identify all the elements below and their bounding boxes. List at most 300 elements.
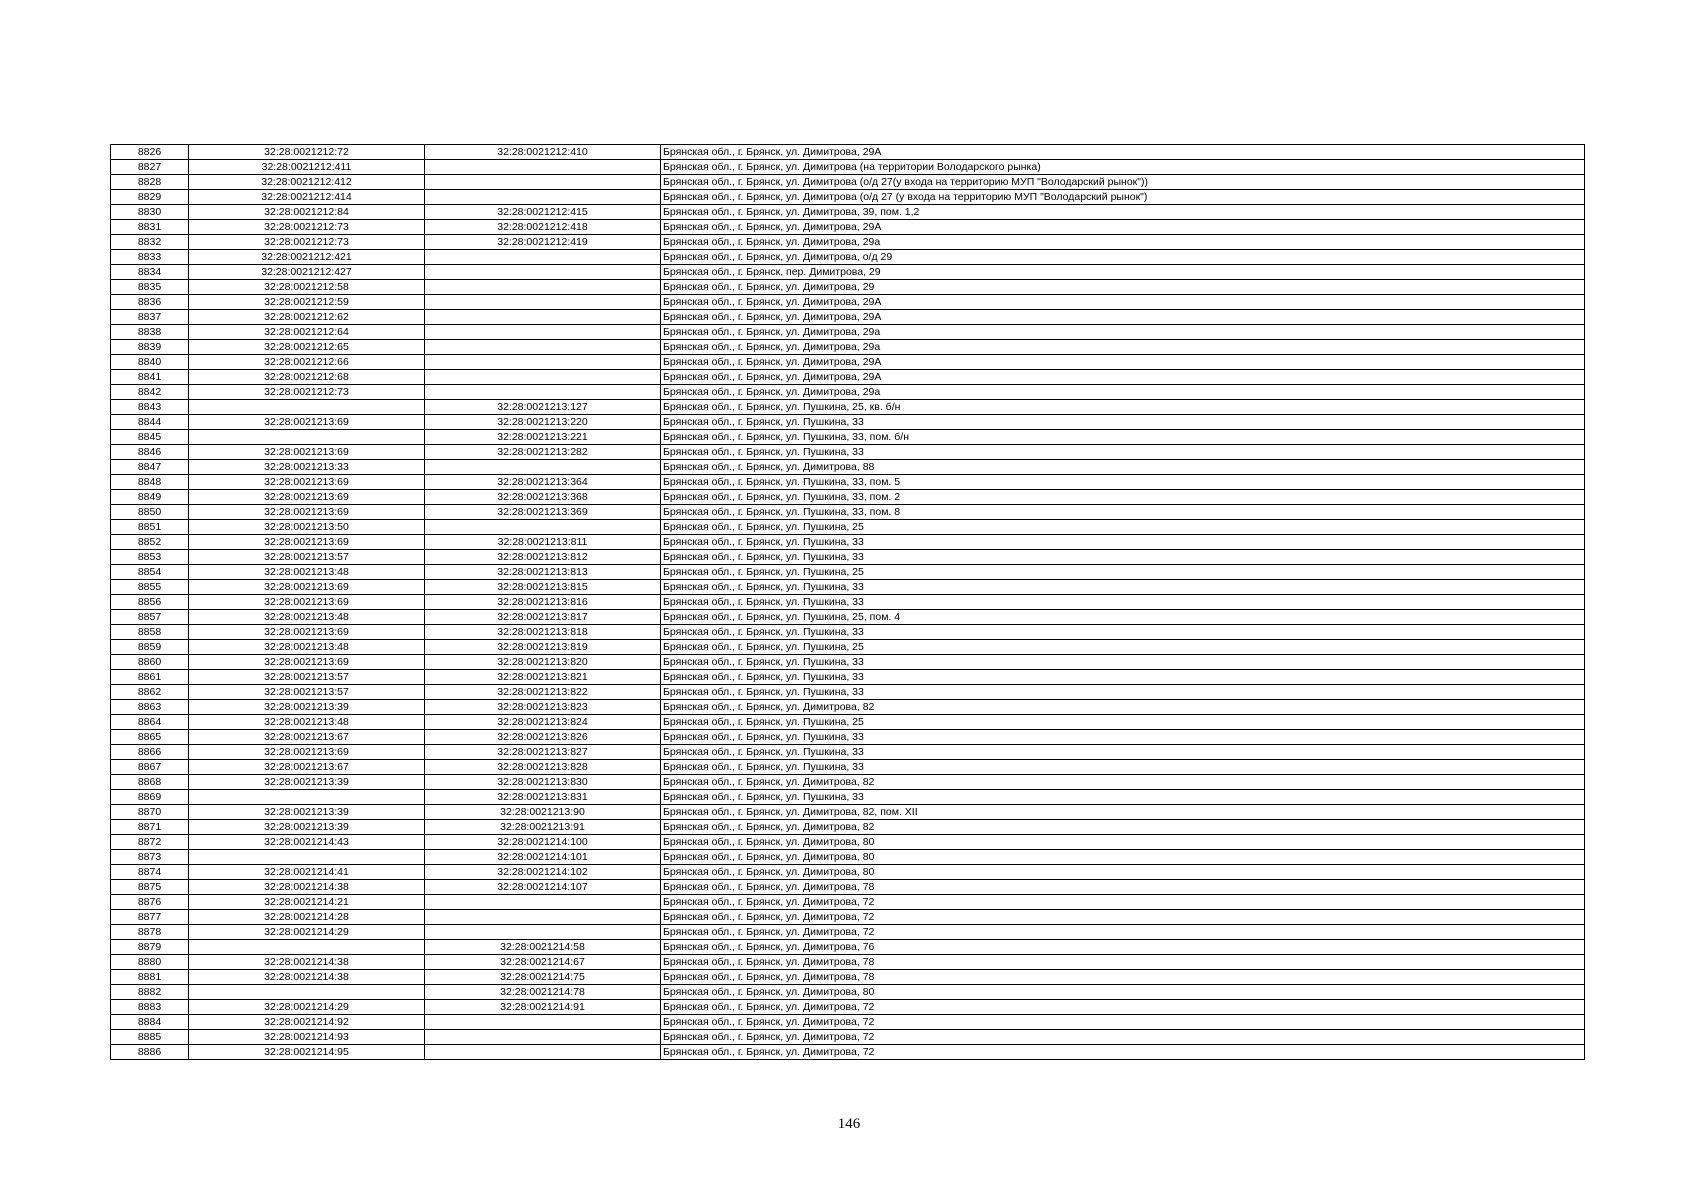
cadastral-number-cell: 32:28:0021212:418	[425, 220, 661, 235]
row-number-cell: 8884	[111, 1015, 189, 1030]
row-number-cell: 8855	[111, 580, 189, 595]
table-row	[111, 880, 1585, 895]
parent-cadastral-number-cell: 32:28:0021213:48	[189, 565, 425, 580]
parent-cadastral-number-cell: 32:28:0021213:48	[189, 640, 425, 655]
parent-cadastral-number-cell: 32:28:0021212:73	[189, 220, 425, 235]
row-number-cell: 8837	[111, 310, 189, 325]
cadastral-number-cell: 32:28:0021213:818	[425, 625, 661, 640]
table-row	[111, 1030, 1585, 1045]
table-row	[111, 445, 1585, 460]
table-row	[111, 535, 1585, 550]
table-row	[111, 145, 1585, 160]
address-cell: Брянская обл., г. Брянск, ул. Димитрова, 88	[661, 460, 1585, 475]
table-row	[111, 970, 1585, 985]
row-number-cell: 8869	[111, 790, 189, 805]
parent-cadastral-number-cell	[189, 790, 425, 805]
row-number-cell: 8867	[111, 760, 189, 775]
row-number-cell: 8871	[111, 820, 189, 835]
table-row	[111, 235, 1585, 250]
row-number-cell: 8844	[111, 415, 189, 430]
cadastral-number-cell: 32:28:0021214:78	[425, 985, 661, 1000]
parent-cadastral-number-cell: 32:28:0021214:29	[189, 925, 425, 940]
cadastral-number-cell	[425, 160, 661, 175]
row-number-cell: 8870	[111, 805, 189, 820]
table-row	[111, 415, 1585, 430]
address-cell: Брянская обл., г. Брянск, ул. Пушкина, 33, пом. б/н	[661, 430, 1585, 445]
address-cell: Брянская обл., г. Брянск, ул. Пушкина, 33	[661, 580, 1585, 595]
parent-cadastral-number-cell	[189, 430, 425, 445]
cadastral-number-cell	[425, 355, 661, 370]
cadastral-number-cell	[425, 520, 661, 535]
row-number-cell: 8863	[111, 700, 189, 715]
parent-cadastral-number-cell: 32:28:0021213:50	[189, 520, 425, 535]
cadastral-number-cell: 32:28:0021212:415	[425, 205, 661, 220]
cadastral-number-cell: 32:28:0021213:369	[425, 505, 661, 520]
address-cell: Брянская обл., г. Брянск, ул. Пушкина, 33	[661, 445, 1585, 460]
cadastral-number-cell: 32:28:0021213:826	[425, 730, 661, 745]
parent-cadastral-number-cell: 32:28:0021212:412	[189, 175, 425, 190]
table-row	[111, 790, 1585, 805]
row-number-cell: 8850	[111, 505, 189, 520]
table-row	[111, 640, 1585, 655]
cadastral-number-cell: 32:28:0021213:811	[425, 535, 661, 550]
cadastral-number-cell	[425, 460, 661, 475]
table-row	[111, 400, 1585, 415]
cadastral-number-cell: 32:28:0021213:364	[425, 475, 661, 490]
table-row	[111, 925, 1585, 940]
address-cell: Брянская обл., г. Брянск, ул. Пушкина, 33	[661, 535, 1585, 550]
address-cell: Брянская обл., г. Брянск, ул. Димитрова, 82	[661, 820, 1585, 835]
address-cell: Брянская обл., г. Брянск, ул. Димитрова, 80	[661, 865, 1585, 880]
table-row	[111, 685, 1585, 700]
address-cell: Брянская обл., г. Брянск, ул. Пушкина, 25, пом. 4	[661, 610, 1585, 625]
parent-cadastral-number-cell: 32:28:0021214:21	[189, 895, 425, 910]
parent-cadastral-number-cell: 32:28:0021213:57	[189, 685, 425, 700]
table-row	[111, 205, 1585, 220]
cadastral-number-cell: 32:28:0021214:67	[425, 955, 661, 970]
table-row	[111, 190, 1585, 205]
row-number-cell: 8838	[111, 325, 189, 340]
parent-cadastral-number-cell: 32:28:0021213:39	[189, 775, 425, 790]
table-row	[111, 775, 1585, 790]
address-cell: Брянская обл., г. Брянск, ул. Димитрова, 78	[661, 955, 1585, 970]
row-number-cell: 8845	[111, 430, 189, 445]
parent-cadastral-number-cell: 32:28:0021212:421	[189, 250, 425, 265]
table-row	[111, 370, 1585, 385]
row-number-cell: 8862	[111, 685, 189, 700]
row-number-cell: 8856	[111, 595, 189, 610]
parent-cadastral-number-cell: 32:28:0021212:59	[189, 295, 425, 310]
parent-cadastral-number-cell: 32:28:0021213:67	[189, 760, 425, 775]
cadastral-number-cell	[425, 910, 661, 925]
address-cell: Брянская обл., г. Брянск, ул. Димитрова, 72	[661, 925, 1585, 940]
address-cell: Брянская обл., г. Брянск, ул. Димитрова, 72	[661, 910, 1585, 925]
table-row	[111, 910, 1585, 925]
cadastral-number-cell: 32:28:0021212:410	[425, 145, 661, 160]
parent-cadastral-number-cell: 32:28:0021213:33	[189, 460, 425, 475]
address-cell: Брянская обл., г. Брянск, ул. Димитрова, 80	[661, 985, 1585, 1000]
row-number-cell: 8834	[111, 265, 189, 280]
address-cell: Брянская обл., г. Брянск, ул. Димитрова, 29	[661, 280, 1585, 295]
address-cell: Брянская обл., г. Брянск, ул. Димитрова, 80	[661, 850, 1585, 865]
address-cell: Брянская обл., г. Брянск, ул. Пушкина, 33	[661, 685, 1585, 700]
row-number-cell: 8840	[111, 355, 189, 370]
cadastral-number-cell	[425, 340, 661, 355]
row-number-cell: 8836	[111, 295, 189, 310]
cadastral-number-cell	[425, 1030, 661, 1045]
parent-cadastral-number-cell: 32:28:0021212:68	[189, 370, 425, 385]
address-cell: Брянская обл., г. Брянск, ул. Пушкина, 25	[661, 640, 1585, 655]
cadastral-number-cell: 32:28:0021213:221	[425, 430, 661, 445]
parent-cadastral-number-cell: 32:28:0021212:62	[189, 310, 425, 325]
address-cell: Брянская обл., г. Брянск, ул. Пушкина, 33	[661, 550, 1585, 565]
table-row	[111, 250, 1585, 265]
table-row	[111, 730, 1585, 745]
table-row	[111, 595, 1585, 610]
table-row	[111, 895, 1585, 910]
table-row	[111, 805, 1585, 820]
table-row	[111, 1045, 1585, 1060]
table-row	[111, 280, 1585, 295]
row-number-cell: 8843	[111, 400, 189, 415]
address-cell: Брянская обл., г. Брянск, ул. Димитрова, 29а	[661, 325, 1585, 340]
parent-cadastral-number-cell: 32:28:0021213:69	[189, 475, 425, 490]
table-row	[111, 325, 1585, 340]
cadastral-number-cell: 32:28:0021213:821	[425, 670, 661, 685]
address-cell: Брянская обл., г. Брянск, ул. Димитрова, 72	[661, 895, 1585, 910]
row-number-cell: 8853	[111, 550, 189, 565]
address-cell: Брянская обл., г. Брянск, ул. Димитрова, 29А	[661, 220, 1585, 235]
parent-cadastral-number-cell: 32:28:0021213:67	[189, 730, 425, 745]
table-row	[111, 955, 1585, 970]
row-number-cell: 8865	[111, 730, 189, 745]
parent-cadastral-number-cell: 32:28:0021213:39	[189, 700, 425, 715]
parent-cadastral-number-cell: 32:28:0021213:57	[189, 550, 425, 565]
cadastral-number-cell	[425, 310, 661, 325]
row-number-cell: 8854	[111, 565, 189, 580]
row-number-cell: 8842	[111, 385, 189, 400]
cadastral-number-cell: 32:28:0021213:127	[425, 400, 661, 415]
property-table-body	[111, 145, 1585, 1060]
table-row	[111, 580, 1585, 595]
cadastral-number-cell	[425, 1045, 661, 1060]
row-number-cell: 8847	[111, 460, 189, 475]
parent-cadastral-number-cell: 32:28:0021212:73	[189, 385, 425, 400]
table-row	[111, 385, 1585, 400]
row-number-cell: 8829	[111, 190, 189, 205]
cadastral-number-cell: 32:28:0021213:812	[425, 550, 661, 565]
address-cell: Брянская обл., г. Брянск, ул. Пушкина, 33	[661, 670, 1585, 685]
row-number-cell: 8881	[111, 970, 189, 985]
table-row	[111, 505, 1585, 520]
parent-cadastral-number-cell: 32:28:0021212:66	[189, 355, 425, 370]
address-cell: Брянская обл., г. Брянск, ул. Димитрова, 76	[661, 940, 1585, 955]
row-number-cell: 8846	[111, 445, 189, 460]
address-cell: Брянская обл., г. Брянск, ул. Димитрова, 29А	[661, 145, 1585, 160]
row-number-cell: 8860	[111, 655, 189, 670]
row-number-cell: 8859	[111, 640, 189, 655]
parent-cadastral-number-cell: 32:28:0021214:92	[189, 1015, 425, 1030]
row-number-cell: 8835	[111, 280, 189, 295]
parent-cadastral-number-cell: 32:28:0021214:43	[189, 835, 425, 850]
address-cell: Брянская обл., г. Брянск, ул. Димитрова, 29А	[661, 355, 1585, 370]
parent-cadastral-number-cell: 32:28:0021213:69	[189, 535, 425, 550]
row-number-cell: 8874	[111, 865, 189, 880]
table-row	[111, 1015, 1585, 1030]
address-cell: Брянская обл., г. Брянск, ул. Димитрова, 72	[661, 1000, 1585, 1015]
cadastral-number-cell: 32:28:0021213:823	[425, 700, 661, 715]
address-cell: Брянская обл., г. Брянск, ул. Димитрова, о/д 29	[661, 250, 1585, 265]
parent-cadastral-number-cell: 32:28:0021214:95	[189, 1045, 425, 1060]
row-number-cell: 8833	[111, 250, 189, 265]
cadastral-number-cell: 32:28:0021213:91	[425, 820, 661, 835]
address-cell: Брянская обл., г. Брянск, ул. Пушкина, 33	[661, 655, 1585, 670]
row-number-cell: 8830	[111, 205, 189, 220]
row-number-cell: 8876	[111, 895, 189, 910]
row-number-cell: 8851	[111, 520, 189, 535]
parent-cadastral-number-cell	[189, 940, 425, 955]
address-cell: Брянская обл., г. Брянск, ул. Димитрова, 39, пом. 1,2	[661, 205, 1585, 220]
cadastral-number-cell: 32:28:0021214:101	[425, 850, 661, 865]
table-row	[111, 550, 1585, 565]
parent-cadastral-number-cell: 32:28:0021212:84	[189, 205, 425, 220]
property-table	[110, 144, 1585, 1060]
parent-cadastral-number-cell: 32:28:0021212:72	[189, 145, 425, 160]
address-cell: Брянская обл., г. Брянск, ул. Димитрова, 82, пом. XII	[661, 805, 1585, 820]
address-cell: Брянская обл., г. Брянск, ул. Димитрова, 72	[661, 1045, 1585, 1060]
table-row	[111, 490, 1585, 505]
table-row	[111, 160, 1585, 175]
cadastral-number-cell: 32:28:0021213:90	[425, 805, 661, 820]
address-cell: Брянская обл., г. Брянск, ул. Димитрова, 29А	[661, 370, 1585, 385]
table-row	[111, 265, 1585, 280]
address-cell: Брянская обл., г. Брянск, ул. Димитрова, 82	[661, 700, 1585, 715]
table-row	[111, 745, 1585, 760]
address-cell: Брянская обл., г. Брянск, ул. Димитрова, 29а	[661, 385, 1585, 400]
address-cell: Брянская обл., г. Брянск, ул. Димитрова, 72	[661, 1030, 1585, 1045]
address-cell: Брянская обл., г. Брянск, ул. Пушкина, 33	[661, 415, 1585, 430]
row-number-cell: 8831	[111, 220, 189, 235]
parent-cadastral-number-cell: 32:28:0021213:69	[189, 595, 425, 610]
parent-cadastral-number-cell: 32:28:0021213:69	[189, 490, 425, 505]
cadastral-number-cell	[425, 280, 661, 295]
row-number-cell: 8861	[111, 670, 189, 685]
cadastral-number-cell	[425, 370, 661, 385]
table-row	[111, 700, 1585, 715]
row-number-cell: 8875	[111, 880, 189, 895]
cadastral-number-cell: 32:28:0021214:107	[425, 880, 661, 895]
table-row	[111, 655, 1585, 670]
cadastral-number-cell: 32:28:0021213:831	[425, 790, 661, 805]
address-cell: Брянская обл., г. Брянск, ул. Пушкина, 33	[661, 760, 1585, 775]
table-row	[111, 340, 1585, 355]
row-number-cell: 8858	[111, 625, 189, 640]
parent-cadastral-number-cell: 32:28:0021213:39	[189, 805, 425, 820]
table-row	[111, 310, 1585, 325]
row-number-cell: 8883	[111, 1000, 189, 1015]
parent-cadastral-number-cell: 32:28:0021214:38	[189, 880, 425, 895]
cadastral-number-cell: 32:28:0021214:75	[425, 970, 661, 985]
parent-cadastral-number-cell: 32:28:0021212:414	[189, 190, 425, 205]
cadastral-number-cell: 32:28:0021213:828	[425, 760, 661, 775]
parent-cadastral-number-cell: 32:28:0021214:38	[189, 955, 425, 970]
cadastral-number-cell	[425, 385, 661, 400]
row-number-cell: 8886	[111, 1045, 189, 1060]
address-cell: Брянская обл., г. Брянск, ул. Димитрова, 29А	[661, 295, 1585, 310]
address-cell: Брянская обл., г. Брянск, ул. Димитрова, 78	[661, 970, 1585, 985]
row-number-cell: 8848	[111, 475, 189, 490]
address-cell: Брянская обл., г. Брянск, ул. Димитрова, 72	[661, 1015, 1585, 1030]
parent-cadastral-number-cell: 32:28:0021213:69	[189, 580, 425, 595]
address-cell: Брянская обл., г. Брянск, ул. Пушкина, 33, пом. 2	[661, 490, 1585, 505]
address-cell: Брянская обл., г. Брянск, ул. Пушкина, 33, пом. 5	[661, 475, 1585, 490]
parent-cadastral-number-cell: 32:28:0021213:69	[189, 625, 425, 640]
cadastral-number-cell: 32:28:0021214:91	[425, 1000, 661, 1015]
address-cell: Брянская обл., г. Брянск, ул. Димитрова, 82	[661, 775, 1585, 790]
row-number-cell: 8878	[111, 925, 189, 940]
address-cell: Брянская обл., г. Брянск, ул. Пушкина, 33	[661, 790, 1585, 805]
table-row	[111, 460, 1585, 475]
cadastral-number-cell	[425, 295, 661, 310]
table-row	[111, 850, 1585, 865]
row-number-cell: 8864	[111, 715, 189, 730]
cadastral-number-cell: 32:28:0021213:822	[425, 685, 661, 700]
table-row	[111, 820, 1585, 835]
row-number-cell: 8868	[111, 775, 189, 790]
address-cell: Брянская обл., г. Брянск, ул. Пушкина, 33	[661, 745, 1585, 760]
cadastral-number-cell: 32:28:0021214:58	[425, 940, 661, 955]
table-row	[111, 985, 1585, 1000]
parent-cadastral-number-cell: 32:28:0021212:65	[189, 340, 425, 355]
table-row	[111, 835, 1585, 850]
cadastral-number-cell: 32:28:0021213:282	[425, 445, 661, 460]
row-number-cell: 8885	[111, 1030, 189, 1045]
parent-cadastral-number-cell	[189, 850, 425, 865]
table-row	[111, 565, 1585, 580]
parent-cadastral-number-cell: 32:28:0021213:57	[189, 670, 425, 685]
address-cell: Брянская обл., г. Брянск, ул. Пушкина, 25	[661, 715, 1585, 730]
row-number-cell: 8839	[111, 340, 189, 355]
cadastral-number-cell	[425, 325, 661, 340]
table-row	[111, 715, 1585, 730]
cadastral-number-cell	[425, 1015, 661, 1030]
cadastral-number-cell: 32:28:0021213:824	[425, 715, 661, 730]
address-cell: Брянская обл., г. Брянск, ул. Димитрова, 78	[661, 880, 1585, 895]
cadastral-number-cell: 32:28:0021213:817	[425, 610, 661, 625]
address-cell: Брянская обл., г. Брянск, ул. Пушкина, 33, пом. 8	[661, 505, 1585, 520]
address-cell: Брянская обл., г. Брянск, ул. Димитрова (на территории Володарского рынка)	[661, 160, 1585, 175]
cadastral-number-cell	[425, 265, 661, 280]
table-row	[111, 475, 1585, 490]
address-cell: Брянская обл., г. Брянск, ул. Пушкина, 25	[661, 565, 1585, 580]
cadastral-number-cell: 32:28:0021213:820	[425, 655, 661, 670]
table-row	[111, 760, 1585, 775]
table-row	[111, 295, 1585, 310]
table-row	[111, 865, 1585, 880]
cadastral-number-cell: 32:28:0021212:419	[425, 235, 661, 250]
row-number-cell: 8852	[111, 535, 189, 550]
parent-cadastral-number-cell: 32:28:0021212:427	[189, 265, 425, 280]
cadastral-number-cell	[425, 190, 661, 205]
address-cell: Брянская обл., г. Брянск, ул. Димитрова, 29а	[661, 235, 1585, 250]
parent-cadastral-number-cell: 32:28:0021213:69	[189, 445, 425, 460]
cadastral-number-cell	[425, 175, 661, 190]
table-row	[111, 175, 1585, 190]
parent-cadastral-number-cell: 32:28:0021213:69	[189, 655, 425, 670]
cadastral-number-cell: 32:28:0021214:100	[425, 835, 661, 850]
row-number-cell: 8826	[111, 145, 189, 160]
cadastral-number-cell: 32:28:0021214:102	[425, 865, 661, 880]
parent-cadastral-number-cell: 32:28:0021213:69	[189, 505, 425, 520]
table-row	[111, 940, 1585, 955]
row-number-cell: 8832	[111, 235, 189, 250]
parent-cadastral-number-cell: 32:28:0021214:41	[189, 865, 425, 880]
address-cell: Брянская обл., г. Брянск, ул. Пушкина, 25, кв. б/н	[661, 400, 1585, 415]
table-row	[111, 430, 1585, 445]
cadastral-number-cell: 32:28:0021213:816	[425, 595, 661, 610]
parent-cadastral-number-cell	[189, 985, 425, 1000]
parent-cadastral-number-cell: 32:28:0021213:39	[189, 820, 425, 835]
row-number-cell: 8849	[111, 490, 189, 505]
cadastral-number-cell: 32:28:0021213:830	[425, 775, 661, 790]
parent-cadastral-number-cell: 32:28:0021214:29	[189, 1000, 425, 1015]
table-row	[111, 355, 1585, 370]
cadastral-number-cell: 32:28:0021213:368	[425, 490, 661, 505]
parent-cadastral-number-cell: 32:28:0021214:93	[189, 1030, 425, 1045]
table-row	[111, 1000, 1585, 1015]
parent-cadastral-number-cell: 32:28:0021213:69	[189, 415, 425, 430]
table-row	[111, 610, 1585, 625]
address-cell: Брянская обл., г. Брянск, ул. Димитрова, 80	[661, 835, 1585, 850]
row-number-cell: 8879	[111, 940, 189, 955]
parent-cadastral-number-cell: 32:28:0021212:73	[189, 235, 425, 250]
address-cell: Брянская обл., г. Брянск, ул. Пушкина, 33	[661, 730, 1585, 745]
table-row	[111, 670, 1585, 685]
parent-cadastral-number-cell: 32:28:0021212:411	[189, 160, 425, 175]
address-cell: Брянская обл., г. Брянск, ул. Димитрова (о/д 27(у входа на территорию МУП "Володарский рынок"))	[661, 175, 1585, 190]
parent-cadastral-number-cell: 32:28:0021212:64	[189, 325, 425, 340]
table-row	[111, 625, 1585, 640]
cadastral-number-cell: 32:28:0021213:220	[425, 415, 661, 430]
cadastral-number-cell	[425, 925, 661, 940]
parent-cadastral-number-cell: 32:28:0021214:28	[189, 910, 425, 925]
row-number-cell: 8872	[111, 835, 189, 850]
cadastral-number-cell: 32:28:0021213:827	[425, 745, 661, 760]
parent-cadastral-number-cell: 32:28:0021213:48	[189, 715, 425, 730]
parent-cadastral-number-cell: 32:28:0021214:38	[189, 970, 425, 985]
table-row	[111, 220, 1585, 235]
address-cell: Брянская обл., г. Брянск, ул. Димитрова (о/д 27 (у входа на территорию МУП "Володарский рынок")	[661, 190, 1585, 205]
row-number-cell: 8880	[111, 955, 189, 970]
parent-cadastral-number-cell: 32:28:0021213:69	[189, 745, 425, 760]
row-number-cell: 8877	[111, 910, 189, 925]
parent-cadastral-number-cell: 32:28:0021212:58	[189, 280, 425, 295]
address-cell: Брянская обл., г. Брянск, ул. Димитрова, 29а	[661, 340, 1585, 355]
address-cell: Брянская обл., г. Брянск, пер. Димитрова, 29	[661, 265, 1585, 280]
address-cell: Брянская обл., г. Брянск, ул. Пушкина, 33	[661, 595, 1585, 610]
parent-cadastral-number-cell	[189, 400, 425, 415]
row-number-cell: 8866	[111, 745, 189, 760]
parent-cadastral-number-cell: 32:28:0021213:48	[189, 610, 425, 625]
row-number-cell: 8841	[111, 370, 189, 385]
row-number-cell: 8873	[111, 850, 189, 865]
cadastral-number-cell: 32:28:0021213:819	[425, 640, 661, 655]
address-cell: Брянская обл., г. Брянск, ул. Пушкина, 33	[661, 625, 1585, 640]
row-number-cell: 8827	[111, 160, 189, 175]
cadastral-number-cell	[425, 250, 661, 265]
page-number: 146	[837, 1116, 861, 1132]
address-cell: Брянская обл., г. Брянск, ул. Пушкина, 25	[661, 520, 1585, 535]
